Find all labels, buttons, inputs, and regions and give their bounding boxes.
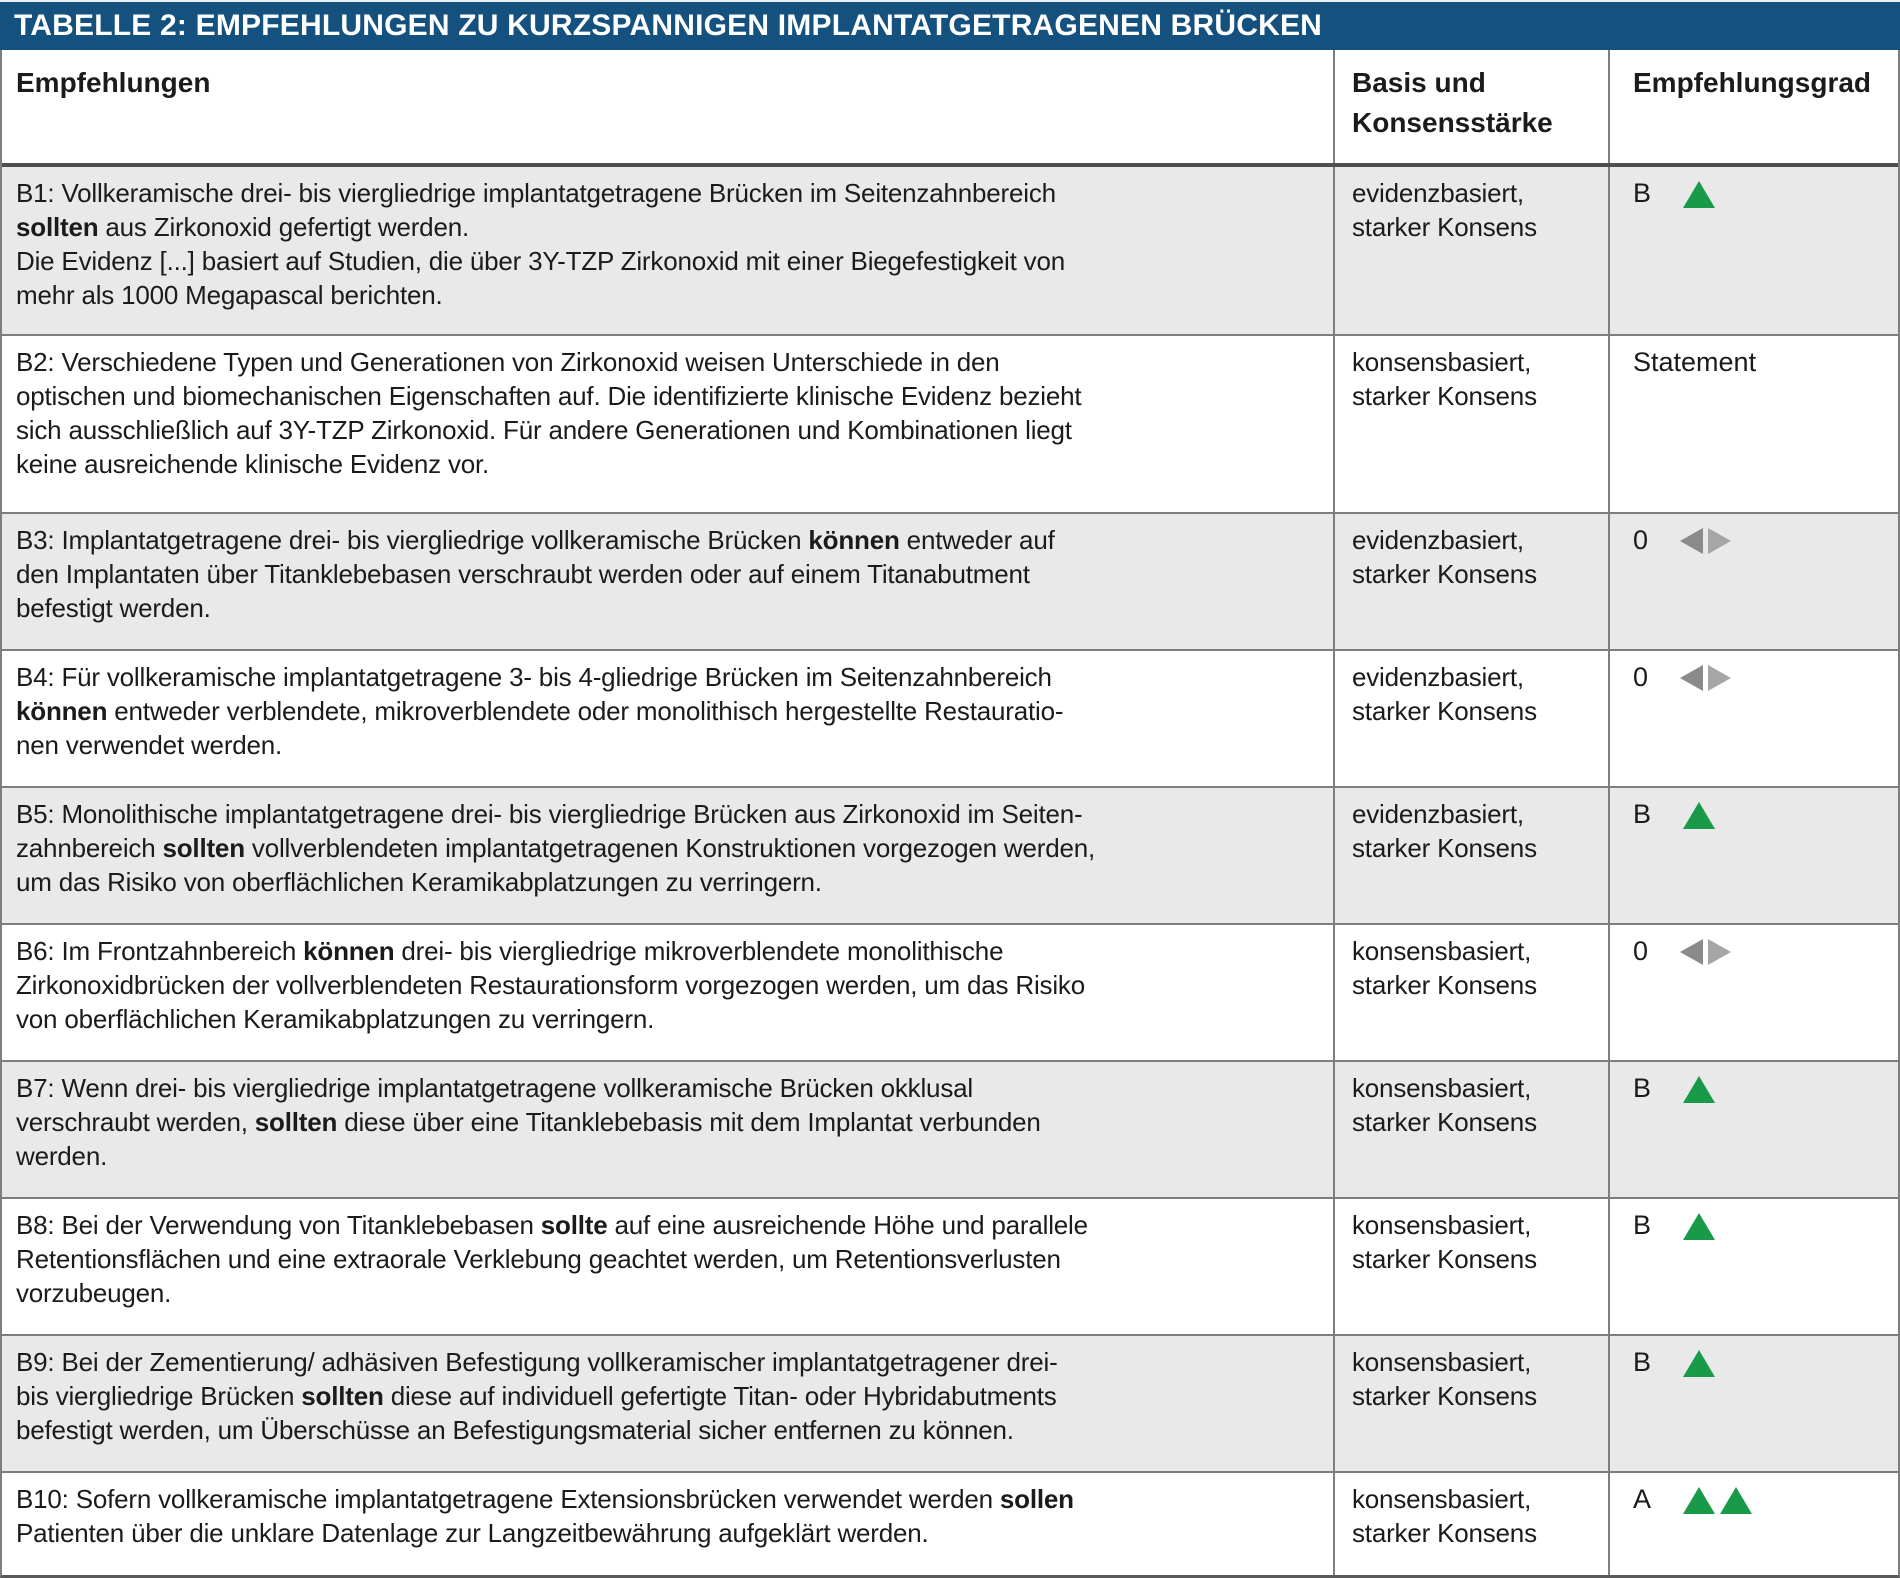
grade-icons	[1683, 1487, 1752, 1514]
recommendation-text: B3: Implantatgetragene drei- bis viergliedrige vollkeramische Brücken können entweder auf den Implantaten über Titanklebebasen verschraubt werden oder auf einem Titanabutment befestigt werden.	[2, 514, 1335, 649]
column-header-empfehlungen: Empfehlungen	[2, 50, 1335, 163]
basis-consensus-text: konsensbasiert, starker Konsens	[1335, 336, 1610, 512]
table-row	[2, 1334, 1898, 1471]
table-row	[2, 512, 1898, 649]
table-grid	[0, 50, 1900, 1578]
grade-icons	[1680, 665, 1731, 691]
grade-label: 0	[1633, 936, 1649, 966]
column-header-empfehlungsgrad: Empfehlungsgrad	[1633, 67, 1872, 98]
table-row	[2, 334, 1898, 512]
recommendation-text: B2: Verschiedene Typen und Generationen von Zirkonoxid weisen Unterschiede in den optischen und biomechanischen Eigenschaften auf. Die identifizierte klinische Evidenz bezieht sich ausschließlich auf 3Y-TZP Zirkonoxid. Für andere Generationen und Kombinationen liegt keine ausreichende klinische Evidenz vor.	[2, 336, 1335, 512]
arrow-up-icon	[1683, 181, 1715, 208]
basis-consensus-text: evidenzbasiert, starker Konsens	[1335, 651, 1610, 786]
grade-icons	[1683, 181, 1715, 208]
recommendation-text: B4: Für vollkeramische implantatgetragene 3- bis 4-gliedrige Brücken im Seitenzahnbereich können entweder verblendete, mikroverblendete oder monolithisch hergestellte Restauratio- nen verwendet werden.	[2, 651, 1335, 786]
grade-label: B	[1633, 1073, 1652, 1103]
table-header-row	[2, 50, 1898, 167]
grade-icons	[1680, 939, 1731, 965]
grade-label: 0	[1633, 662, 1649, 692]
arrow-up-icon	[1683, 802, 1715, 829]
grade-icons	[1683, 1213, 1715, 1240]
arrow-right-icon	[1708, 665, 1731, 691]
table-title-bar	[0, 2, 1900, 50]
table-body	[2, 167, 1898, 1575]
grade-icons	[1683, 1350, 1715, 1377]
table-row	[2, 167, 1898, 334]
table-row	[2, 1060, 1898, 1197]
grade-label: B	[1633, 799, 1652, 829]
recommendation-text: B6: Im Frontzahnbereich können drei- bis viergliedrige mikroverblendete monolithische Zirkonoxidbrücken der vollverblendeten Restaurationsform vorgezogen werden, um das Risiko von oberflächlichen Keramikabplatzungen zu verringern.	[2, 925, 1335, 1060]
table-row	[2, 1197, 1898, 1334]
grade-cell	[1610, 514, 1896, 649]
grade-cell	[1610, 925, 1896, 1060]
grade-label: 0	[1633, 525, 1649, 555]
basis-consensus-text: evidenzbasiert, starker Konsens	[1335, 788, 1610, 923]
grade-cell	[1610, 1473, 1896, 1575]
table-row	[2, 923, 1898, 1060]
grade-cell	[1610, 336, 1896, 512]
grade-label: Statement	[1633, 347, 1757, 377]
arrow-right-icon	[1708, 939, 1731, 965]
grade-label: B	[1633, 1347, 1652, 1377]
arrow-up-icon	[1683, 1487, 1715, 1514]
recommendation-text: B10: Sofern vollkeramische implantatgetragene Extensionsbrücken verwendet werden sollen Patienten über die unklare Datenlage zur Langzeitbewährung aufgeklärt werden.	[2, 1473, 1335, 1575]
grade-icons	[1683, 802, 1715, 829]
column-header-basis-konsensstaerke: Basis und Konsensstärke	[1335, 50, 1610, 163]
basis-consensus-text: konsensbasiert, starker Konsens	[1335, 1473, 1610, 1575]
grade-cell	[1610, 651, 1896, 786]
grade-cell	[1610, 788, 1896, 923]
arrow-up-icon	[1683, 1350, 1715, 1377]
basis-consensus-text: evidenzbasiert, starker Konsens	[1335, 514, 1610, 649]
arrow-up-icon	[1683, 1076, 1715, 1103]
arrow-left-icon	[1680, 528, 1703, 554]
table-row	[2, 649, 1898, 786]
arrow-up-icon	[1683, 1213, 1715, 1240]
grade-label: B	[1633, 1210, 1652, 1240]
basis-consensus-text: konsensbasiert, starker Konsens	[1335, 1336, 1610, 1471]
grade-cell	[1610, 167, 1896, 334]
arrow-right-icon	[1708, 528, 1731, 554]
grade-cell	[1610, 1336, 1896, 1471]
grade-icons	[1680, 528, 1731, 554]
table-row	[2, 1471, 1898, 1575]
arrow-left-icon	[1680, 939, 1703, 965]
basis-consensus-text: konsensbasiert, starker Konsens	[1335, 925, 1610, 1060]
grade-cell	[1610, 1199, 1896, 1334]
grade-cell	[1610, 1062, 1896, 1197]
basis-consensus-text: konsensbasiert, starker Konsens	[1335, 1062, 1610, 1197]
grade-label: A	[1633, 1484, 1652, 1514]
arrow-left-icon	[1680, 665, 1703, 691]
table-title: TABELLE 2: EMPFEHLUNGEN ZU KURZSPANNIGEN IMPLANTATGETRAGENEN BRÜCKEN	[14, 9, 1323, 42]
basis-consensus-text: konsensbasiert, starker Konsens	[1335, 1199, 1610, 1334]
grade-label: B	[1633, 178, 1652, 208]
recommendation-text: B8: Bei der Verwendung von Titanklebebasen sollte auf eine ausreichende Höhe und parallele Retentionsflächen und eine extraorale Verklebung geachtet werden, um Retentionsverlusten vorzubeugen.	[2, 1199, 1335, 1334]
grade-icons	[1683, 1076, 1715, 1103]
basis-consensus-text: evidenzbasiert, starker Konsens	[1335, 167, 1610, 334]
recommendation-text: B5: Monolithische implantatgetragene drei- bis viergliedrige Brücken aus Zirkonoxid im Seiten- zahnbereich sollten vollverblendeten implantatgetragenen Konstruktionen vorgezogen werden, um das Risiko von oberflächlichen Keramikabplatzungen zu verringern.	[2, 788, 1335, 923]
recommendation-text: B7: Wenn drei- bis viergliedrige implantatgetragene vollkeramische Brücken okklusal verschraubt werden, sollten diese über eine Titanklebebasis mit dem Implantat verbunden werden.	[2, 1062, 1335, 1197]
arrow-up-icon	[1720, 1487, 1752, 1514]
recommendation-text: B1: Vollkeramische drei- bis viergliedrige implantatgetragene Brücken im Seitenzahnbereich sollten aus Zirkonoxid gefertigt werden. Die Evidenz [...] basiert auf Studien, die über 3Y-TZP Zirkonoxid mit einer Biegefestigkeit von mehr als 1000 Megapascal berichten.	[2, 167, 1335, 334]
table-row	[2, 786, 1898, 923]
recommendation-text: B9: Bei der Zementierung/ adhäsiven Befestigung vollkeramischer implantatgetragener drei- bis viergliedrige Brücken sollten diese auf individuell gefertigte Titan- oder Hybridabutments befestigt werden, um Überschüsse an Befestigungsmaterial sicher entfernen zu können.	[2, 1336, 1335, 1471]
